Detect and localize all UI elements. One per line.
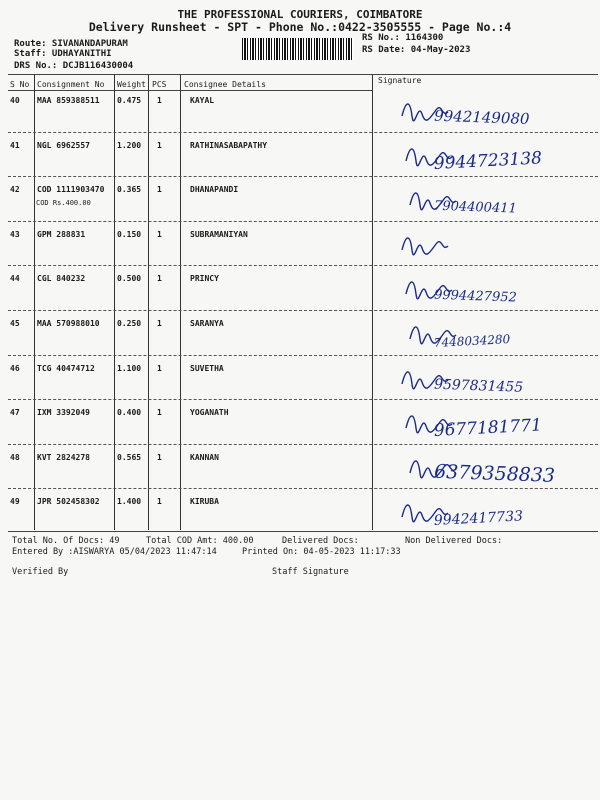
row-signature [372, 360, 598, 402]
row-separator [8, 444, 598, 445]
row-pcs: 1 [157, 497, 162, 507]
rs-number: RS No.: 1164300 [362, 33, 444, 43]
row-separator [8, 132, 598, 133]
column-divider [114, 74, 115, 530]
row-consignee: DHANAPANDI [190, 185, 239, 195]
row-separator [8, 310, 598, 311]
signature-phone-text: 9677181771 [433, 415, 543, 442]
row-pcs: 1 [157, 363, 162, 373]
barcode-image [242, 38, 354, 60]
row-consignment-no: KVT 2824278 [37, 452, 90, 462]
signature-phone-text: 9944723138 [433, 147, 543, 174]
col-header-pcs: PCS [152, 80, 167, 89]
row-consignee: SARANYA [190, 319, 224, 328]
row-signature [372, 270, 598, 312]
printed-on: Printed On: 04-05-2023 11:17:33 [242, 547, 401, 557]
col-header-signature: Signature [378, 76, 422, 85]
row-signature [372, 493, 598, 535]
total-cod-amount: Total COD Amt: 400.00 [146, 536, 254, 546]
row-weight: 0.475 [117, 96, 142, 105]
row-separator [8, 221, 598, 222]
row-signature [372, 181, 598, 223]
row-consignment-no: MAA 859388511 [37, 96, 100, 105]
row-weight: 1.100 [117, 363, 142, 373]
total-docs: Total No. Of Docs: 49 [12, 536, 120, 546]
row-consignee: PRINCY [190, 274, 219, 284]
row-consignment-no: GPM 288831 [37, 229, 86, 239]
row-consignee: KAYAL [190, 96, 215, 105]
column-divider [34, 74, 35, 530]
row-consignment-no: MAA 570988010 [37, 319, 100, 328]
row-pcs: 1 [157, 452, 162, 462]
row-consignee: YOGANATH [190, 408, 229, 418]
row-sno: 41 [10, 140, 20, 150]
handwritten-signature-icon [372, 137, 598, 179]
row-signature [372, 315, 598, 357]
signature-phone-text: 9597831455 [433, 376, 524, 396]
row-cod-amount: COD Rs.400.00 [36, 199, 91, 208]
staff-signature-label: Staff Signature [272, 567, 349, 577]
row-signature [372, 226, 598, 268]
row-sno: 47 [10, 408, 20, 418]
rs-date: RS Date: 04-May-2023 [362, 45, 471, 55]
verified-by-label: Verified By [12, 567, 69, 577]
row-consignee: SUBRAMANIYAN [190, 229, 248, 239]
delivered-docs: Delivered Docs: [282, 536, 359, 546]
row-pcs: 1 [157, 96, 162, 105]
row-separator [8, 399, 598, 400]
handwritten-signature-icon [372, 181, 598, 223]
col-header-sno: S No [10, 80, 30, 89]
table-header-border [8, 90, 372, 91]
row-sno: 40 [10, 96, 20, 105]
column-divider [180, 74, 181, 530]
row-consignment-no: JPR 502458302 [37, 497, 100, 507]
row-sno: 43 [10, 229, 20, 239]
row-consignment-no: CGL 840232 [37, 274, 86, 284]
row-pcs: 1 [157, 319, 162, 328]
col-header-weight: Weight [117, 80, 146, 89]
row-separator [8, 265, 598, 266]
route-label: Route: SIVANANDAPURAM [14, 39, 128, 49]
row-signature [372, 404, 598, 446]
handwritten-signature-icon [372, 270, 598, 312]
row-pcs: 1 [157, 274, 162, 284]
company-title: THE PROFESSIONAL COURIERS, COIMBATORE [177, 8, 423, 21]
row-consignment-no: NGL 6962557 [37, 140, 90, 150]
row-sno: 48 [10, 452, 20, 462]
row-weight: 0.250 [117, 319, 142, 328]
handwritten-signature-icon [372, 493, 598, 535]
row-signature [372, 92, 598, 134]
handwritten-signature-icon [372, 449, 598, 491]
signature-phone-text: 6379358833 [433, 460, 556, 487]
row-consignee: RATHINASABAPATHY [190, 140, 268, 150]
row-pcs: 1 [157, 408, 162, 418]
row-separator [8, 488, 598, 489]
row-separator [8, 176, 598, 177]
row-consignee: KANNAN [190, 452, 219, 462]
signature-phone-text: 9942417733 [433, 508, 524, 530]
row-weight: 1.400 [117, 497, 142, 507]
table-bottom-border [8, 531, 598, 532]
signature-phone-text: 9942149080 [433, 106, 530, 129]
handwritten-signature-icon [372, 92, 598, 134]
row-weight: 0.400 [117, 408, 142, 418]
handwritten-signature-icon [372, 360, 598, 402]
row-sno: 45 [10, 319, 20, 328]
row-sno: 42 [10, 185, 20, 195]
row-consignment-no: COD 1111903470 [37, 185, 105, 195]
runsheet-subtitle: Delivery Runsheet - SPT - Phone No.:0422-3505555 - Page No.:4 [88, 20, 512, 34]
signature-scribble [402, 238, 448, 255]
row-weight: 0.365 [117, 185, 142, 195]
row-sno: 49 [10, 497, 20, 507]
row-signature [372, 137, 598, 179]
row-sno: 44 [10, 274, 20, 284]
entered-by: Entered By :AISWARYA 05/04/2023 11:47:14 [12, 547, 217, 557]
signature-phone-text: 9994427952 [433, 288, 518, 306]
row-consignee: SUVETHA [190, 363, 224, 373]
row-pcs: 1 [157, 229, 162, 239]
row-signature [372, 449, 598, 491]
row-sno: 46 [10, 363, 20, 373]
row-weight: 1.200 [117, 140, 142, 150]
signature-phone-text: 7904400411 [433, 198, 518, 217]
row-separator [8, 355, 598, 356]
column-divider [148, 74, 149, 530]
row-consignment-no: TCG 40474712 [37, 363, 95, 373]
drs-number: DRS No.: DCJB116430004 [14, 61, 134, 71]
handwritten-signature-icon [372, 226, 598, 268]
handwritten-signature-icon [372, 404, 598, 446]
row-pcs: 1 [157, 185, 162, 195]
table-top-border [8, 74, 598, 75]
non-delivered-docs: Non Delivered Docs: [405, 536, 503, 546]
row-weight: 0.565 [117, 452, 142, 462]
row-weight: 0.500 [117, 274, 142, 284]
col-header-consignment: Consignment No [37, 80, 105, 89]
handwritten-signature-icon [372, 315, 598, 357]
row-consignment-no: IXM 3392049 [37, 408, 90, 418]
row-weight: 0.150 [117, 229, 142, 239]
staff-label: Staff: UDHAYANITHI [14, 49, 112, 59]
row-pcs: 1 [157, 140, 162, 150]
signature-phone-text: 7448034280 [433, 332, 511, 350]
col-header-consignee: Consignee Details [184, 80, 266, 89]
row-consignee: KIRUBA [190, 497, 219, 507]
